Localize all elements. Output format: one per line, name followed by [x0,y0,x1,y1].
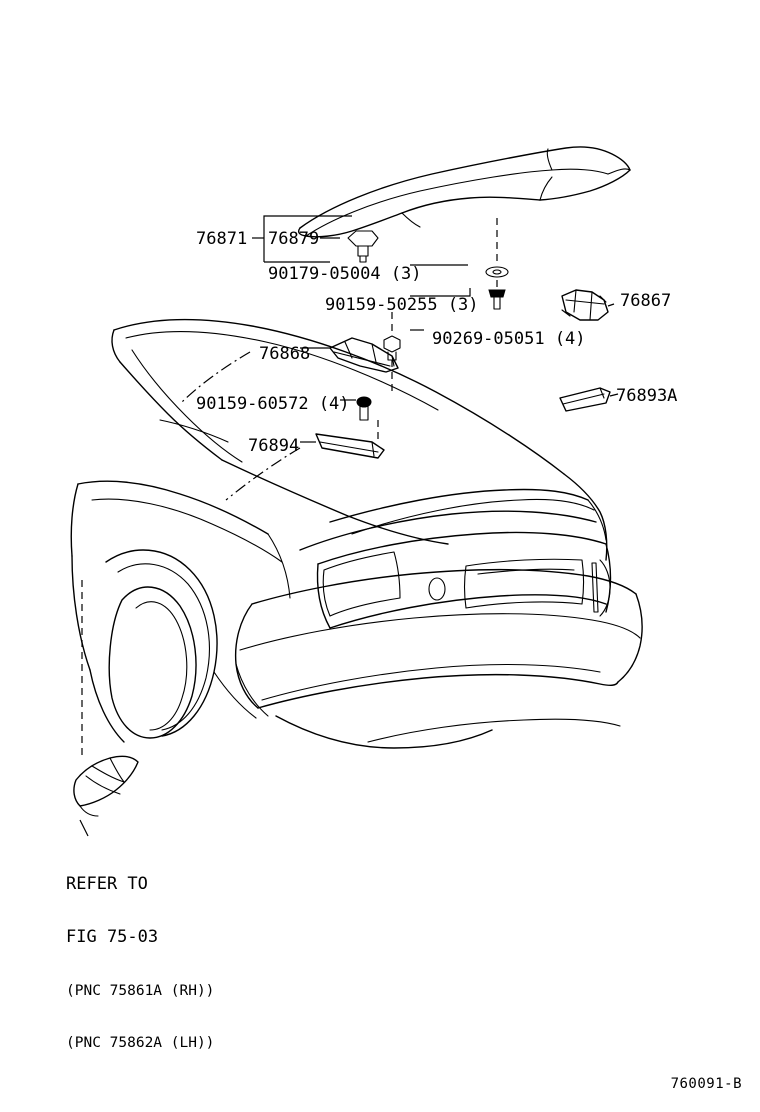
callout-76893A: 76893A [616,386,678,406]
callout-76894: 76894 [248,436,300,456]
callout-90159-60572: 90159-60572 (4) [196,394,350,414]
refer-line-1: REFER TO [66,873,148,894]
callout-90179-05004: 90179-05004 (3) [268,264,422,284]
callout-76867: 76867 [620,291,672,311]
callout-90159-50255: 90159-50255 (3) [325,295,479,315]
refer-line-4: (PNC 75862A (LH)) [66,1035,215,1052]
callout-76879: 76879 [268,229,320,249]
part-mud-guard [74,580,138,836]
part-76894 [300,420,384,458]
part-76893A [560,388,618,411]
callout-90269-05051: 90269-05051 (4) [432,329,586,349]
callout-76868: 76868 [259,344,311,364]
figure-code: 760091-B [670,1076,742,1092]
car-body-outline [71,320,642,748]
fastener-90159-50255 [489,280,505,309]
callout-76871: 76871 [196,229,248,249]
refer-to-note [66,840,214,1087]
refer-line-3: (PNC 75861A (RH)) [66,982,215,999]
part-76867 [562,290,614,320]
refer-line-2: FIG 75-03 [66,927,159,948]
rear-spoiler-part [299,147,630,237]
fastener-90179-05004 [486,218,508,277]
clip-76879 [348,231,378,262]
assembly-guide-lines [180,352,300,500]
